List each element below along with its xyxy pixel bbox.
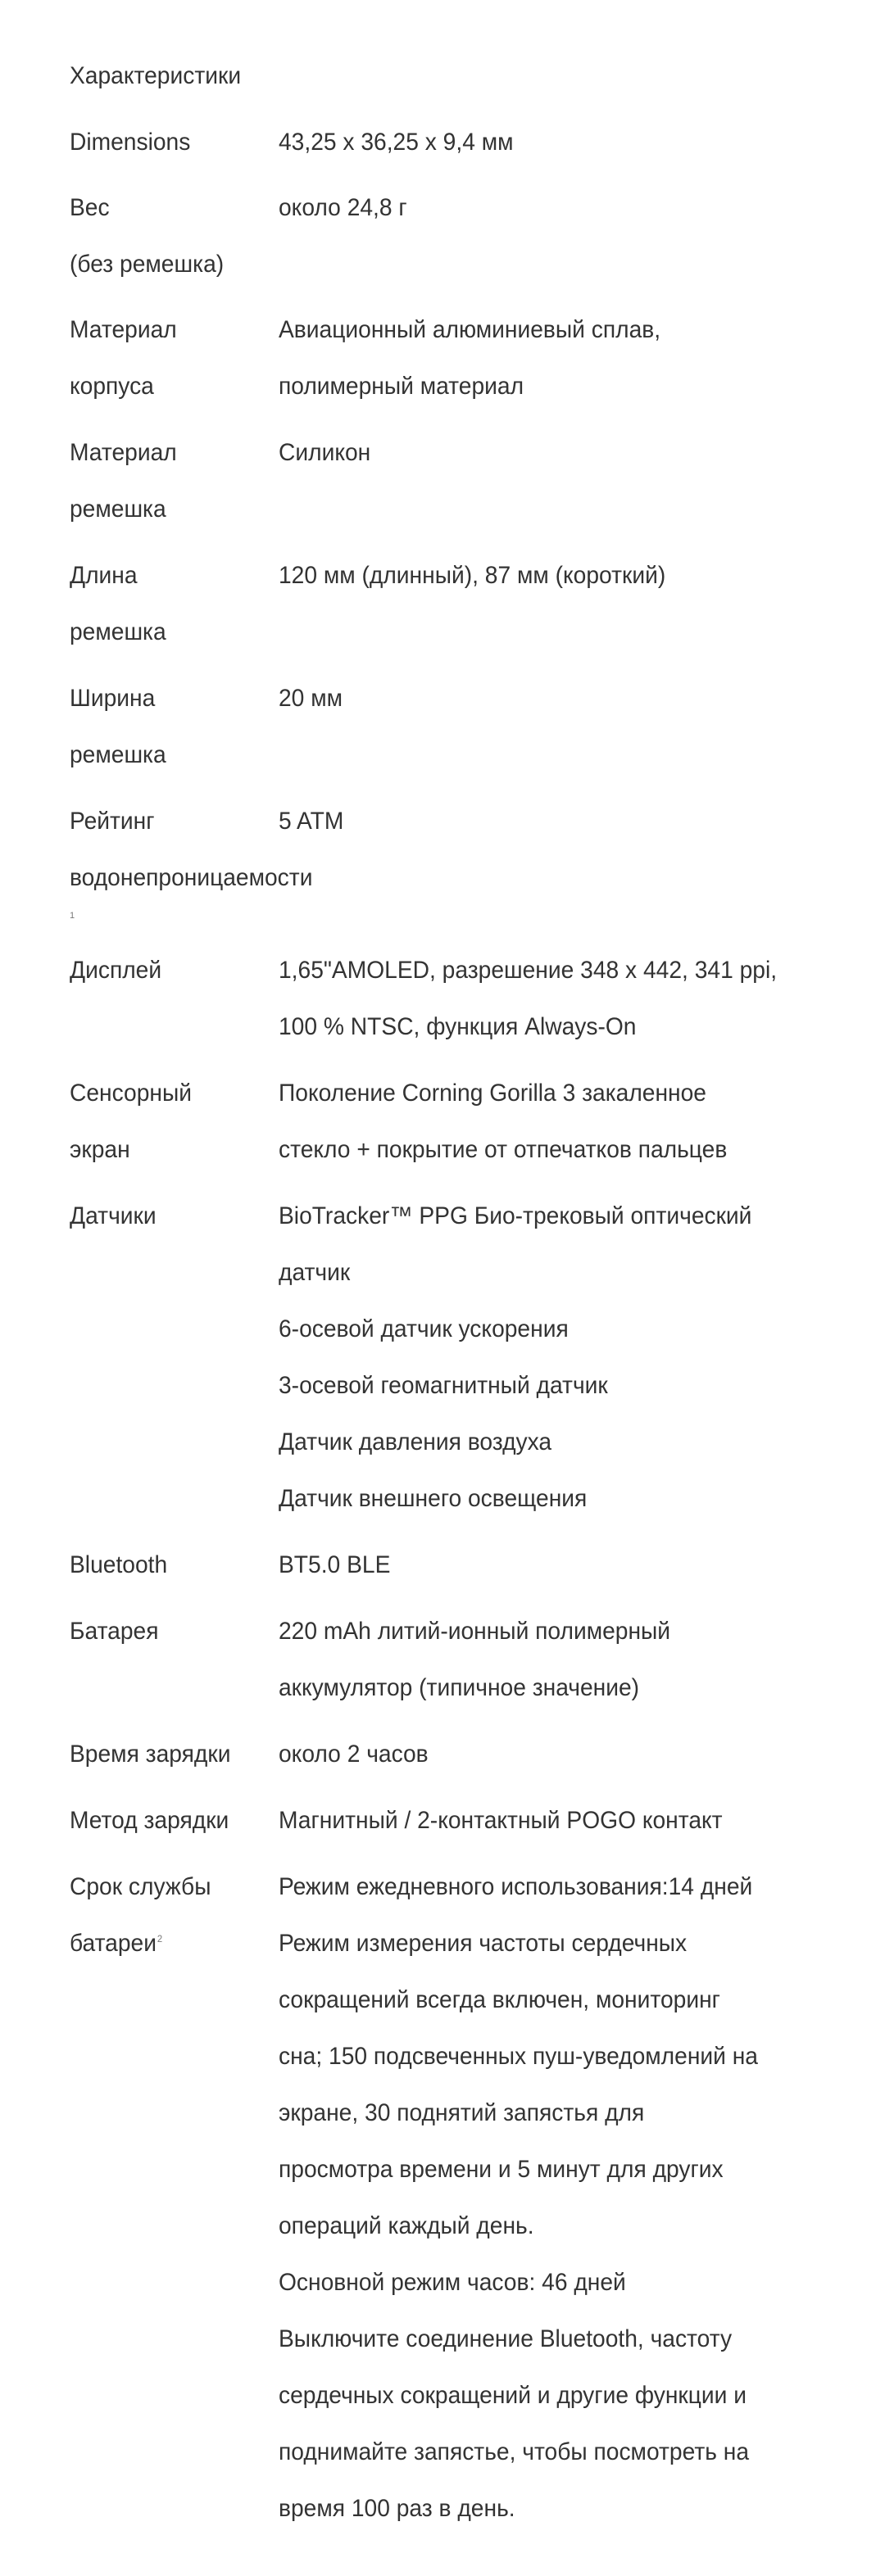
spec-row [70, 793, 815, 932]
spec-label-line: Длина [70, 562, 138, 589]
spec-value-line: 5 ATM [279, 808, 344, 835]
spec-label-line: Вес [70, 194, 110, 221]
spec-row [70, 1726, 815, 1782]
spec-value-line: просмотра времени и 5 минут для других [279, 2156, 724, 2183]
spec-value [279, 179, 815, 292]
spec-label [70, 1603, 279, 1716]
spec-label [70, 301, 279, 414]
spec-label-line: Dimensions [70, 129, 191, 156]
spec-value-line: BioTracker™ PPG Био-трековый оптический [279, 1202, 752, 1229]
spec-label-line: Дисплей [70, 957, 162, 984]
spec-label [70, 1858, 279, 2537]
spec-label-line: Время зарядки [70, 1741, 231, 1768]
spec-label-line: Батарея [70, 1618, 159, 1645]
spec-value-line: 43,25 x 36,25 x 9,4 мм [279, 129, 514, 156]
spec-value [279, 1537, 815, 1593]
spec-value-line: экране, 30 поднятий запястья для [279, 2099, 645, 2126]
spec-label [70, 424, 279, 537]
spec-row [70, 1537, 815, 1593]
spec-row [70, 1188, 815, 1527]
spec-value-line: 20 мм [279, 685, 343, 712]
footnote-marker: 2 [157, 1933, 163, 1944]
spec-table [70, 114, 815, 2537]
spec-value [279, 1065, 815, 1178]
spec-label-line: (без ремешка) [70, 251, 225, 278]
spec-label-line: водонепроницаемости [70, 864, 313, 891]
spec-row [70, 547, 815, 660]
spec-row [70, 942, 815, 1055]
spec-label-line: Рейтинг [70, 808, 155, 835]
spec-label-line: Метод зарядки [70, 1807, 229, 1834]
spec-value-line: около 2 часов [279, 1741, 429, 1768]
spec-label [70, 1537, 279, 1593]
spec-value [279, 1188, 815, 1527]
spec-label [70, 179, 279, 292]
spec-value-line: 3-осевой геомагнитный датчик [279, 1372, 608, 1399]
spec-row [70, 1065, 815, 1178]
spec-value [279, 114, 815, 170]
spec-label [70, 942, 279, 1055]
spec-value [279, 547, 815, 660]
spec-value-line: сокращений всегда включен, мониторинг [279, 1986, 720, 2013]
spec-value [279, 793, 815, 932]
spec-value-line: операций каждый день. [279, 2212, 534, 2239]
spec-value-line: Режим измерения частоты сердечных [279, 1930, 688, 1957]
spec-label-line: батареи$^2$ [70, 1930, 163, 1957]
spec-value-line: Поколение Corning Gorilla 3 закаленное [279, 1080, 706, 1107]
spec-value-line: Датчик давления воздуха [279, 1428, 552, 1456]
spec-row [70, 179, 815, 292]
spec-row [70, 670, 815, 783]
spec-value-line: Силикон [279, 439, 371, 466]
spec-value [279, 1603, 815, 1716]
spec-value-line: поднимайте запястье, чтобы посмотреть на [279, 2438, 750, 2465]
footnote-marker: 1 [70, 911, 75, 921]
spec-value [279, 424, 815, 537]
spec-label-line: Материал [70, 439, 177, 466]
spec-value-line: сна; 150 подсвеченных пуш-уведомлений на [279, 2043, 758, 2070]
spec-label-line: Ширина [70, 685, 156, 712]
spec-value-line: 220 mAh литий-ионный полимерный [279, 1618, 671, 1645]
spec-label-line: Срок службы [70, 1873, 211, 1900]
spec-value [279, 1858, 815, 2537]
spec-value-line: Датчик внешнего освещения [279, 1485, 588, 1512]
spec-label-line: ремешка [70, 496, 166, 523]
spec-label-line: ремешка [70, 741, 166, 768]
spec-label [70, 670, 279, 783]
spec-sheet [70, 48, 815, 2547]
spec-row [70, 301, 815, 414]
spec-value-line: сердечных сокращений и другие функции и [279, 2382, 747, 2409]
spec-value-line: BT5.0 BLE [279, 1551, 391, 1578]
spec-value-line: датчик [279, 1259, 351, 1286]
spec-label-line: Bluetooth [70, 1551, 168, 1578]
spec-label-line: Датчики [70, 1202, 157, 1229]
spec-value-line: 6-осевой датчик ускорения [279, 1315, 569, 1342]
spec-value-line: 120 мм (длинный), 87 мм (короткий) [279, 562, 666, 589]
spec-label-line: экран [70, 1136, 130, 1163]
spec-value [279, 942, 815, 1055]
spec-label [70, 114, 279, 170]
spec-value-line: полимерный материал [279, 373, 524, 400]
spec-value-line: Основной режим часов: 46 дней [279, 2269, 626, 2296]
spec-label-line: Сенсорный [70, 1080, 193, 1107]
spec-value-line: время 100 раз в день. [279, 2495, 515, 2522]
spec-label [70, 547, 279, 660]
spec-value-line: Магнитный / 2-контактный POGO контакт [279, 1807, 723, 1834]
spec-label [70, 1188, 279, 1527]
spec-row [70, 1603, 815, 1716]
spec-value-line: стекло + покрытие от отпечатков пальцев [279, 1136, 728, 1163]
page-title: Характеристики [70, 62, 242, 89]
spec-value-line: около 24,8 г [279, 194, 407, 221]
spec-row [70, 424, 815, 537]
spec-value-line: 100 % NTSC, функция Always-On [279, 1013, 637, 1040]
spec-label-line: Материал [70, 316, 177, 343]
spec-value [279, 1792, 815, 1849]
spec-label [70, 1726, 279, 1782]
spec-value [279, 1726, 815, 1782]
spec-value-line: Авиационный алюминиевый сплав, [279, 316, 661, 343]
spec-label [70, 1792, 279, 1849]
spec-row [70, 1792, 815, 1849]
spec-label-line: корпуса [70, 373, 154, 400]
spec-row [70, 114, 815, 170]
spec-value [279, 301, 815, 414]
spec-label-line: ремешка [70, 618, 166, 645]
spec-label [70, 1065, 279, 1178]
spec-value-line: 1,65"AMOLED, разрешение 348 x 442, 341 ppi, [279, 957, 778, 984]
spec-value-line: аккумулятор (типичное значение) [279, 1674, 640, 1701]
spec-value [279, 670, 815, 783]
spec-value-line: Режим ежедневного использования:14 дней [279, 1873, 753, 1900]
spec-row [70, 1858, 815, 2537]
spec-value-line: Выключите соединение Bluetooth, частоту [279, 2325, 733, 2352]
